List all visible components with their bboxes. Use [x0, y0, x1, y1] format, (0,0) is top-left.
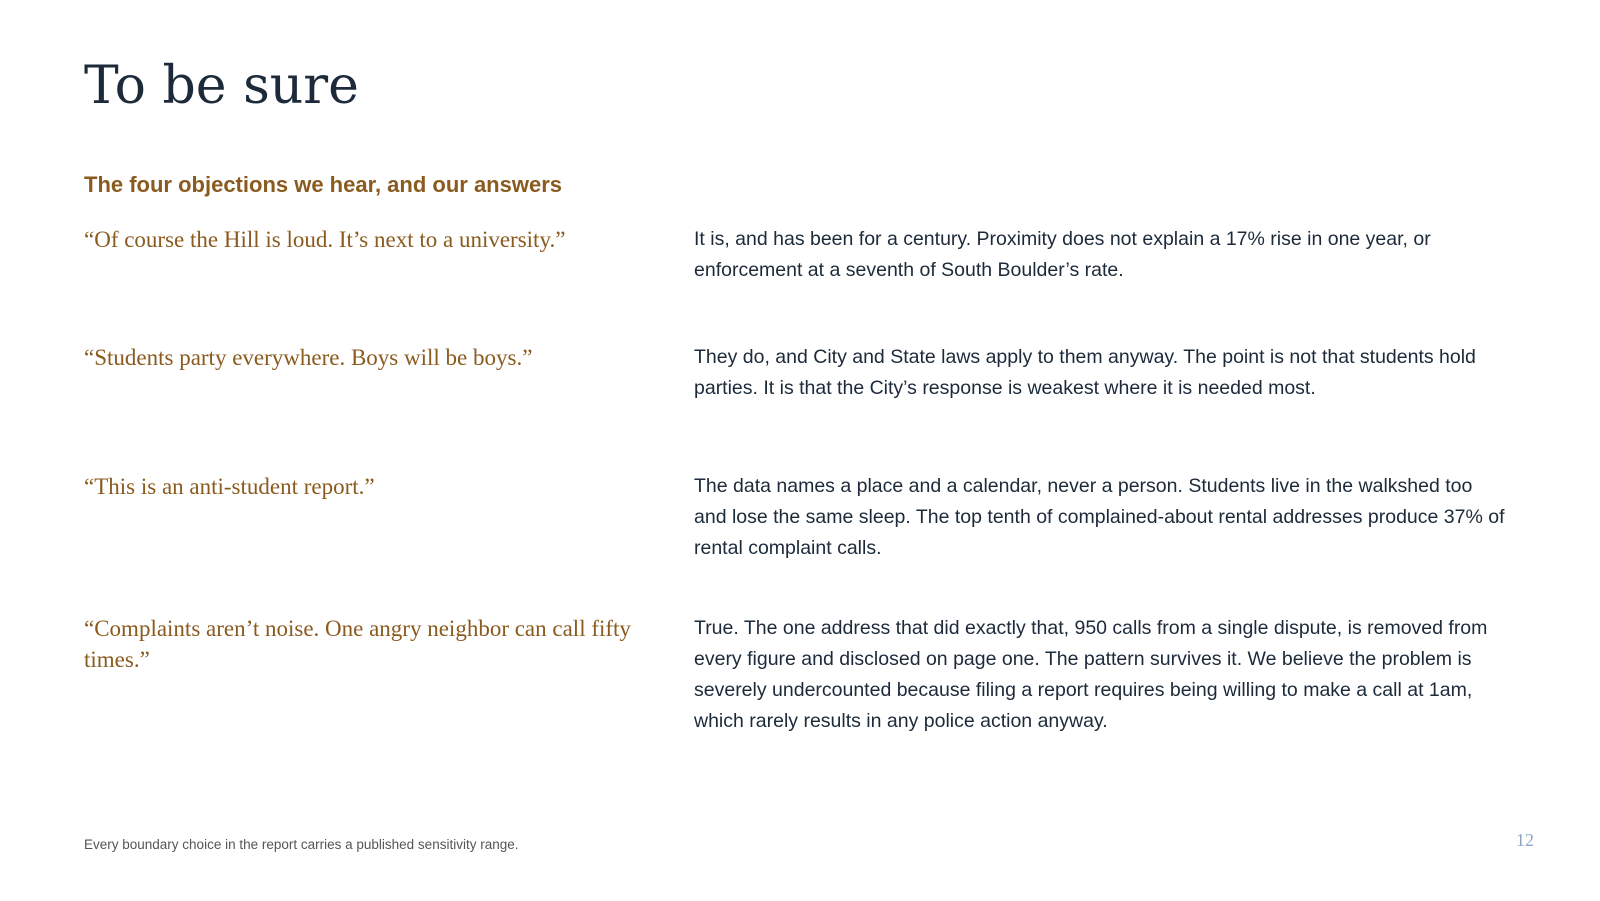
slide-subtitle: The four objections we hear, and our answers — [84, 172, 562, 197]
slide-title: To be sure — [84, 56, 359, 116]
footnote: Every boundary choice in the report carries a published sensitivity range. — [84, 837, 519, 852]
page-number: 12 — [1516, 830, 1534, 850]
objection-answer: The data names a place and a calendar, never a person. Students live in the walkshed too and lose the same sleep. The top tenth of complained-about rental addresses produce 37% of rental complaint calls. — [694, 475, 1505, 559]
objection-answer: True. The one address that did exactly that, 950 calls from a single dispute, is removed from every figure and disclosed on page one. The pattern survives it. We believe the problem is severely undercounted because filing a report requires being willing to make a call at 1am, which rarely results in any police action anyway. — [694, 617, 1488, 732]
objection-quote: “Complaints aren’t noise. One angry neighbor can call fifty times.” — [84, 616, 631, 672]
objection-quote: “Of course the Hill is loud. It’s next to a university.” — [84, 227, 566, 252]
objection-quote: “Students party everywhere. Boys will be boys.” — [84, 345, 533, 370]
objection-answer: It is, and has been for a century. Proximity does not explain a 17% rise in one year, or enforcement at a seventh of South Boulder’s rate. — [694, 228, 1431, 281]
objection-quote: “This is an anti-student report.” — [84, 474, 375, 499]
objection-answer: They do, and City and State laws apply to them anyway. The point is not that students hold parties. It is that the City’s response is weakest where it is needed most. — [694, 346, 1476, 399]
